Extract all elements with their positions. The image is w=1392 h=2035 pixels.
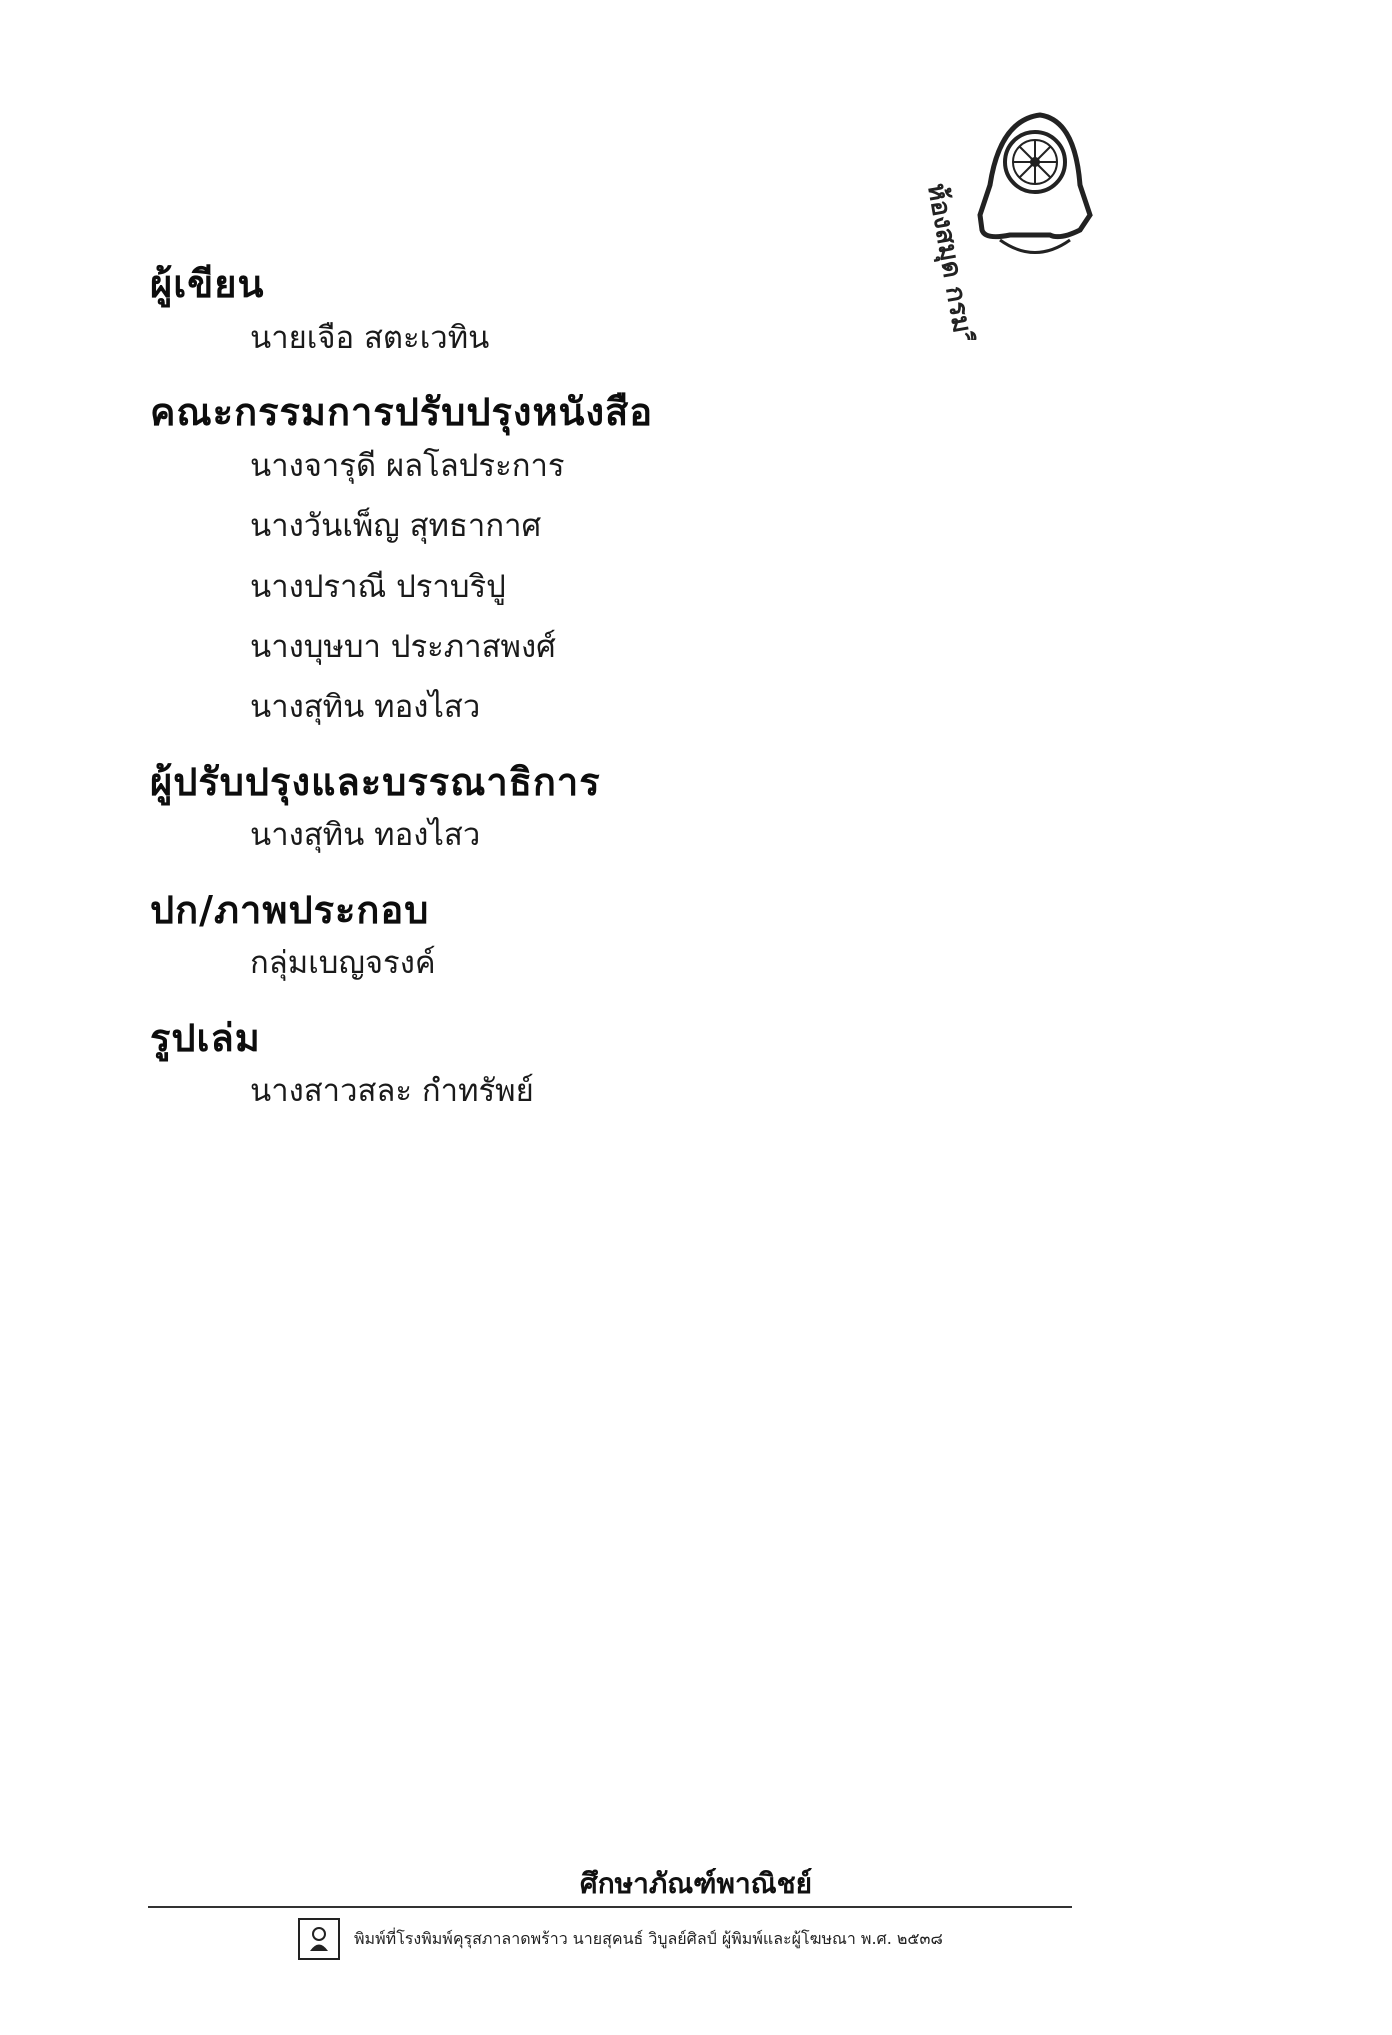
- revision-committee-section: [150, 390, 1050, 738]
- stamp-text: ห้องสมุด กรมวิชาการ: [921, 181, 993, 340]
- printer-logo-icon: [298, 1918, 340, 1960]
- editor-section: [150, 760, 1050, 866]
- print-info: [298, 1918, 943, 1960]
- publisher-name: ศึกษาภัณฑ์พาณิชย์: [579, 1867, 813, 1900]
- committee-member: นางสุทิน ทองไสว: [250, 689, 481, 726]
- editor-heading: ผู้ปรับปรุงและบรรณาธิการ: [150, 759, 601, 804]
- illustration-heading: ปก/ภาพประกอบ: [150, 887, 430, 932]
- layout-designer-name: นางสาวสละ กำทรัพย์: [250, 1073, 534, 1110]
- committee-member: นางปราณี ปราบริปู: [250, 568, 506, 605]
- layout-heading: รูปเล่ม: [150, 1015, 261, 1060]
- footer-divider: [148, 1906, 1072, 1908]
- author-section: [150, 262, 1050, 368]
- revision-committee-heading: คณะกรรมการปรับปรุงหนังสือ: [150, 390, 654, 435]
- illustrator-name: กลุ่มเบญจรงค์: [250, 945, 436, 982]
- author-name: นายเจือ สตะเวทิน: [250, 319, 490, 356]
- layout-section: [150, 1016, 1050, 1122]
- committee-member: นางบุษบา ประภาสพงศ์: [250, 628, 556, 665]
- credits-list: [150, 262, 1050, 1122]
- author-heading: ผู้เขียน: [150, 262, 265, 306]
- print-line: พิมพ์ที่โรงพิมพ์คุรุสภาลาดพร้าว นายสุคนธ์ วิบูลย์ศิลป์ ผู้พิมพ์และผู้โฆษณา พ.ศ. ๒๕๓๘: [354, 1928, 943, 1948]
- editor-name: นางสุทิน ทองไสว: [250, 817, 481, 854]
- illustration-section: [150, 888, 1050, 994]
- committee-member: นางวันเพ็ญ สุทธากาศ: [250, 508, 542, 545]
- committee-member: นางจารุดี ผลโลประการ: [250, 447, 565, 484]
